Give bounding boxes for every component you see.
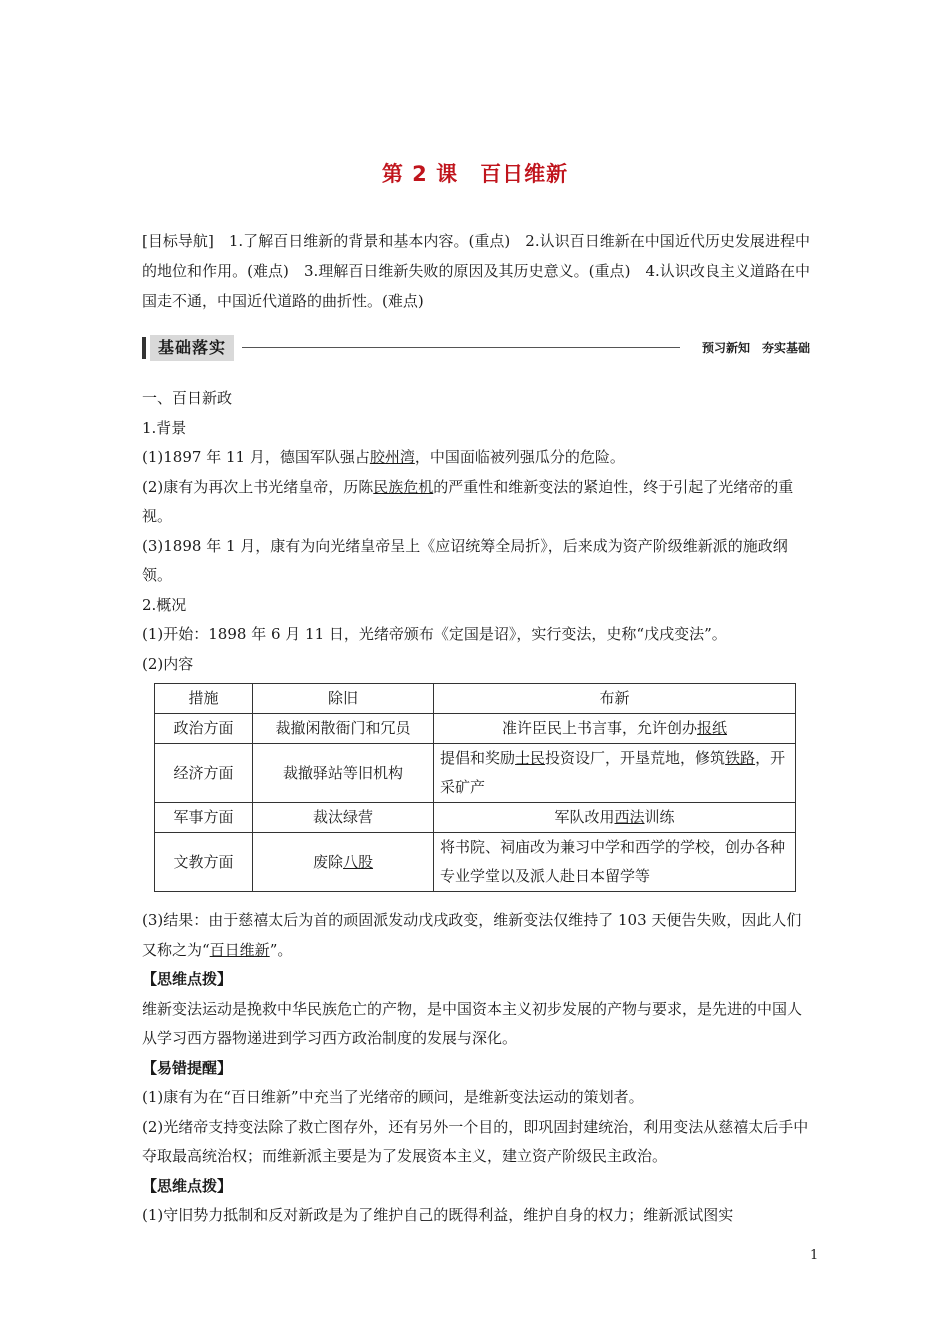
section-banner <box>142 335 810 361</box>
table-cell: 经济方面 <box>155 744 253 803</box>
overview-item-2: (2)内容 <box>142 654 194 673</box>
banner-bar <box>142 337 146 359</box>
table-row <box>155 803 796 833</box>
learning-goals: [目标导航] 1.了解百日维新的背景和基本内容。(重点) 2.认识百日维新在中国近代历史发展进程中的地位和作用。(难点) 3.理解百日维新失败的原因及其历史意义。(重点) 4.认识改良主义道路在中国走不通，中国近代道路的曲折性。(难点) <box>142 232 810 310</box>
table-cell: 废除八股 <box>253 833 434 892</box>
background-item-2: (2)康有为再次上书光绪皇帝，历陈民族危机的严重性和维新变法的紧迫性，终于引起了光绪帝的重视。 <box>142 477 794 525</box>
warning-item-1: (1)康有为在“百日维新”中充当了光绪帝的顾问，是维新变法运动的策划者。 <box>142 1088 644 1106</box>
warning-item-2: (2)光绪帝支持变法除了救亡图存外，还有另外一个目的，即巩固封建统治，利用变法从慈禧太后手中夺取最高统治权；而维新派主要是为了发展资本主义，建立资产阶级民主政治。 <box>142 1117 809 1165</box>
table-cell: 裁撤闲散衙门和冗员 <box>253 714 434 744</box>
table-cell: 文教方面 <box>155 833 253 892</box>
table-header-row <box>155 684 796 714</box>
tip-item-1: (1)守旧势力抵制和反对新政是为了维护自己的既得利益，维护自身的权力；维新派试图实 <box>142 1206 734 1224</box>
table-cell: 军队改用西法训练 <box>434 803 796 833</box>
overview-heading: 2.概况 <box>142 595 187 614</box>
background-heading: 1.背景 <box>142 418 187 437</box>
table-row <box>155 744 796 803</box>
table-header: 措施 <box>155 684 253 714</box>
background-item-3: (3)1898 年 1 月，康有为向光绪皇帝呈上《应诏统筹全局折》，后来成为资产阶级维新派的施政纲领。 <box>142 536 788 584</box>
table-cell: 军事方面 <box>155 803 253 833</box>
table-cell: 裁汰绿营 <box>253 803 434 833</box>
table-cell: 准许臣民上书言事，允许创办报纸 <box>434 714 796 744</box>
warning-heading: 【易错提醒】 <box>142 1058 233 1077</box>
table-cell: 将书院、祠庙改为兼习中学和西学的学校，创办各种专业学堂以及派人赴日本留学等 <box>434 833 796 892</box>
reform-table <box>154 683 796 892</box>
table-row <box>155 833 796 892</box>
tip-heading-2: 【思维点拨】 <box>142 1176 233 1195</box>
tip-paragraph: 维新变法运动是挽救中华民族危亡的产物，是中国资本主义初步发展的产物与要求，是先进的中国人从学习西方器物递进到学习西方政治制度的发展与深化。 <box>142 999 803 1047</box>
tip-heading: 【思维点拨】 <box>142 970 233 988</box>
overview-item-1: (1)开始：1898 年 6 月 11 日，光绪帝颁布《定国是诏》，实行变法，史称“戊戌变法”。 <box>142 625 727 643</box>
table-header: 除旧 <box>253 684 434 714</box>
table-cell: 裁撤驿站等旧机构 <box>253 744 434 803</box>
banner-label: 基础落实 <box>150 335 234 361</box>
main-content <box>142 384 810 1231</box>
result-paragraph: (3)结果：由于慈禧太后为首的顽固派发动戊戌政变，维新变法仅维持了 103 天便告失败，因此人们又称之为“百日维新”。 <box>142 911 802 959</box>
table-header: 布新 <box>434 684 796 714</box>
lesson-title: 第 2 课 百日维新 <box>381 162 569 186</box>
banner-divider <box>242 347 680 348</box>
table-cell: 提倡和奖励士民投资设厂，开垦荒地，修筑铁路，开采矿产 <box>434 744 796 803</box>
table-row <box>155 714 796 744</box>
section-heading: 一、百日新政 <box>142 389 233 407</box>
background-item-1: (1)1897 年 11 月，德国军队强占胶州湾，中国面临被列强瓜分的危险。 <box>142 448 625 466</box>
page-number: 1 <box>810 1248 819 1263</box>
banner-subtitle: 预习新知 夯实基础 <box>701 341 810 355</box>
table-cell: 政治方面 <box>155 714 253 744</box>
